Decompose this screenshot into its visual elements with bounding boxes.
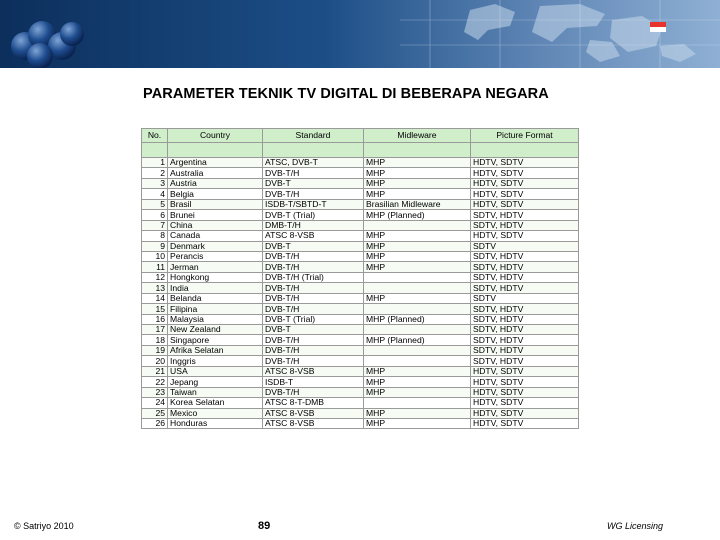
- footer-right-text: WG Licensing: [607, 521, 664, 531]
- table-row: [142, 251, 579, 261]
- cell-picture-format: SDTV, HDTV: [471, 325, 579, 335]
- cell-picture-format: SDTV, HDTV: [471, 335, 579, 345]
- cell-no: 16: [142, 314, 168, 324]
- cell-country: Denmark: [168, 241, 263, 251]
- cell-midleware: MHP: [364, 418, 471, 428]
- table-row: [142, 314, 579, 324]
- cell-no: 6: [142, 210, 168, 220]
- cell-standard: DVB-T/H: [263, 262, 364, 272]
- cell-country: Austria: [168, 178, 263, 188]
- cell-midleware: [364, 325, 471, 335]
- header-picture-format: Picture Format: [471, 129, 579, 143]
- cell-picture-format: SDTV, HDTV: [471, 251, 579, 261]
- cell-picture-format: HDTV, SDTV: [471, 168, 579, 178]
- cell-picture-format: SDTV, HDTV: [471, 262, 579, 272]
- cell-picture-format: HDTV, SDTV: [471, 189, 579, 199]
- cell-standard: DVB-T (Trial): [263, 210, 364, 220]
- cell-midleware: MHP: [364, 178, 471, 188]
- cell-standard: DVB-T/H: [263, 335, 364, 345]
- cell-picture-format: HDTV, SDTV: [471, 199, 579, 209]
- spheres-logo-icon: [11, 21, 84, 68]
- cell-standard: DVB-T/H: [263, 189, 364, 199]
- cell-standard: DVB-T/H: [263, 168, 364, 178]
- cell-standard: ATSC 8-VSB: [263, 408, 364, 418]
- cell-no: 23: [142, 387, 168, 397]
- table-row: [142, 418, 579, 428]
- cell-picture-format: HDTV, SDTV: [471, 231, 579, 241]
- cell-country: Singapore: [168, 335, 263, 345]
- header-no: No.: [142, 129, 168, 143]
- cell-standard: ISDB-T/SBTD-T: [263, 199, 364, 209]
- cell-no: 20: [142, 356, 168, 366]
- table-row: [142, 366, 579, 376]
- cell-midleware: MHP: [364, 231, 471, 241]
- table-row: [142, 178, 579, 188]
- header-standard: Standard: [263, 129, 364, 143]
- cell-midleware: [364, 220, 471, 230]
- header-midleware: Midleware: [364, 129, 471, 143]
- table-row: [142, 377, 579, 387]
- table-row: [142, 325, 579, 335]
- cell-no: 15: [142, 304, 168, 314]
- table-row: [142, 220, 579, 230]
- cell-country: Belanda: [168, 293, 263, 303]
- cell-no: 11: [142, 262, 168, 272]
- cell-picture-format: SDTV: [471, 293, 579, 303]
- cell-midleware: MHP: [364, 158, 471, 168]
- table-row: [142, 304, 579, 314]
- table-row: [142, 231, 579, 241]
- cell-country: Canada: [168, 231, 263, 241]
- footer-copyright: © Satriyo 2010: [14, 521, 74, 531]
- cell-no: 19: [142, 345, 168, 355]
- cell-country: Jepang: [168, 377, 263, 387]
- cell-picture-format: SDTV, HDTV: [471, 283, 579, 293]
- cell-country: USA: [168, 366, 263, 376]
- table-row: [142, 241, 579, 251]
- cell-no: 5: [142, 199, 168, 209]
- cell-country: Perancis: [168, 251, 263, 261]
- cell-picture-format: HDTV, SDTV: [471, 418, 579, 428]
- cell-country: Inggris: [168, 356, 263, 366]
- cell-midleware: MHP: [364, 387, 471, 397]
- cell-midleware: MHP (Planned): [364, 314, 471, 324]
- cell-country: Brasil: [168, 199, 263, 209]
- cell-midleware: MHP: [364, 377, 471, 387]
- cell-country: India: [168, 283, 263, 293]
- cell-picture-format: HDTV, SDTV: [471, 387, 579, 397]
- cell-midleware: [364, 398, 471, 408]
- cell-picture-format: HDTV, SDTV: [471, 178, 579, 188]
- cell-picture-format: SDTV, HDTV: [471, 304, 579, 314]
- cell-standard: ISDB-T: [263, 377, 364, 387]
- cell-midleware: Brasilian Midleware: [364, 199, 471, 209]
- cell-midleware: MHP: [364, 408, 471, 418]
- cell-no: 8: [142, 231, 168, 241]
- table-spacer-row: [142, 143, 579, 158]
- table-row: [142, 283, 579, 293]
- table-row: [142, 199, 579, 209]
- cell-standard: ATSC, DVB-T: [263, 158, 364, 168]
- cell-midleware: [364, 304, 471, 314]
- cell-no: 1: [142, 158, 168, 168]
- cell-no: 12: [142, 272, 168, 282]
- cell-midleware: MHP (Planned): [364, 335, 471, 345]
- cell-picture-format: HDTV, SDTV: [471, 408, 579, 418]
- cell-midleware: MHP: [364, 251, 471, 261]
- cell-midleware: [364, 272, 471, 282]
- cell-midleware: MHP: [364, 366, 471, 376]
- cell-country: Hongkong: [168, 272, 263, 282]
- cell-country: China: [168, 220, 263, 230]
- cell-no: 21: [142, 366, 168, 376]
- cell-country: Honduras: [168, 418, 263, 428]
- cell-no: 25: [142, 408, 168, 418]
- page-number: 89: [258, 520, 271, 532]
- cell-standard: DVB-T/H: [263, 345, 364, 355]
- header-country: Country: [168, 129, 263, 143]
- table-row: [142, 293, 579, 303]
- table-row: [142, 158, 579, 168]
- cell-picture-format: SDTV, HDTV: [471, 356, 579, 366]
- cell-picture-format: SDTV, HDTV: [471, 272, 579, 282]
- cell-no: 9: [142, 241, 168, 251]
- cell-standard: DVB-T: [263, 241, 364, 251]
- table-header-row: [142, 129, 579, 143]
- table-row: [142, 168, 579, 178]
- cell-picture-format: SDTV, HDTV: [471, 210, 579, 220]
- cell-country: Filipina: [168, 304, 263, 314]
- table-row: [142, 398, 579, 408]
- cell-picture-format: HDTV, SDTV: [471, 398, 579, 408]
- cell-picture-format: HDTV, SDTV: [471, 377, 579, 387]
- cell-standard: DVB-T/H (Trial): [263, 272, 364, 282]
- cell-standard: DVB-T/H: [263, 304, 364, 314]
- page-title: PARAMETER TEKNIK TV DIGITAL DI BEBERAPA NEGARA: [143, 86, 549, 102]
- cell-midleware: [364, 283, 471, 293]
- cell-country: Taiwan: [168, 387, 263, 397]
- cell-standard: DVB-T/H: [263, 251, 364, 261]
- cell-standard: ATSC 8-T-DMB: [263, 398, 364, 408]
- cell-no: 4: [142, 189, 168, 199]
- table-row: [142, 387, 579, 397]
- table-row: [142, 262, 579, 272]
- cell-midleware: MHP: [364, 262, 471, 272]
- cell-picture-format: SDTV, HDTV: [471, 345, 579, 355]
- table-row: [142, 210, 579, 220]
- indonesia-flag-icon: [650, 22, 666, 32]
- cell-no: 18: [142, 335, 168, 345]
- cell-midleware: MHP: [364, 189, 471, 199]
- cell-country: Belgia: [168, 189, 263, 199]
- cell-country: Afrika Selatan: [168, 345, 263, 355]
- cell-picture-format: SDTV: [471, 241, 579, 251]
- cell-picture-format: HDTV, SDTV: [471, 366, 579, 376]
- cell-standard: DVB-T/H: [263, 283, 364, 293]
- parameters-table: [141, 128, 579, 429]
- table-row: [142, 272, 579, 282]
- cell-standard: DVB-T (Trial): [263, 314, 364, 324]
- table-row: [142, 345, 579, 355]
- cell-no: 17: [142, 325, 168, 335]
- banner-graphic: [0, 0, 720, 68]
- table-row: [142, 356, 579, 366]
- cell-midleware: MHP: [364, 241, 471, 251]
- cell-country: Malaysia: [168, 314, 263, 324]
- cell-midleware: MHP (Planned): [364, 210, 471, 220]
- cell-country: Mexico: [168, 408, 263, 418]
- cell-standard: DVB-T: [263, 178, 364, 188]
- cell-midleware: MHP: [364, 293, 471, 303]
- cell-country: Korea Selatan: [168, 398, 263, 408]
- cell-standard: DVB-T/H: [263, 387, 364, 397]
- cell-standard: ATSC 8-VSB: [263, 418, 364, 428]
- cell-standard: DMB-T/H: [263, 220, 364, 230]
- cell-country: Australia: [168, 168, 263, 178]
- table-row: [142, 335, 579, 345]
- cell-standard: DVB-T/H: [263, 293, 364, 303]
- cell-no: 26: [142, 418, 168, 428]
- cell-country: New Zealand: [168, 325, 263, 335]
- cell-no: 3: [142, 178, 168, 188]
- cell-midleware: [364, 356, 471, 366]
- cell-country: Jerman: [168, 262, 263, 272]
- cell-standard: DVB-T: [263, 325, 364, 335]
- cell-standard: DVB-T/H: [263, 356, 364, 366]
- cell-standard: ATSC 8-VSB: [263, 231, 364, 241]
- cell-standard: ATSC 8-VSB: [263, 366, 364, 376]
- cell-country: Brunei: [168, 210, 263, 220]
- cell-no: 14: [142, 293, 168, 303]
- cell-country: Argentina: [168, 158, 263, 168]
- cell-picture-format: SDTV, HDTV: [471, 314, 579, 324]
- cell-no: 10: [142, 251, 168, 261]
- cell-midleware: [364, 345, 471, 355]
- cell-no: 2: [142, 168, 168, 178]
- cell-no: 24: [142, 398, 168, 408]
- cell-no: 22: [142, 377, 168, 387]
- header-banner: [0, 0, 720, 68]
- cell-no: 7: [142, 220, 168, 230]
- cell-midleware: MHP: [364, 168, 471, 178]
- table-row: [142, 189, 579, 199]
- cell-picture-format: SDTV, HDTV: [471, 220, 579, 230]
- cell-picture-format: HDTV, SDTV: [471, 158, 579, 168]
- table-row: [142, 408, 579, 418]
- cell-no: 13: [142, 283, 168, 293]
